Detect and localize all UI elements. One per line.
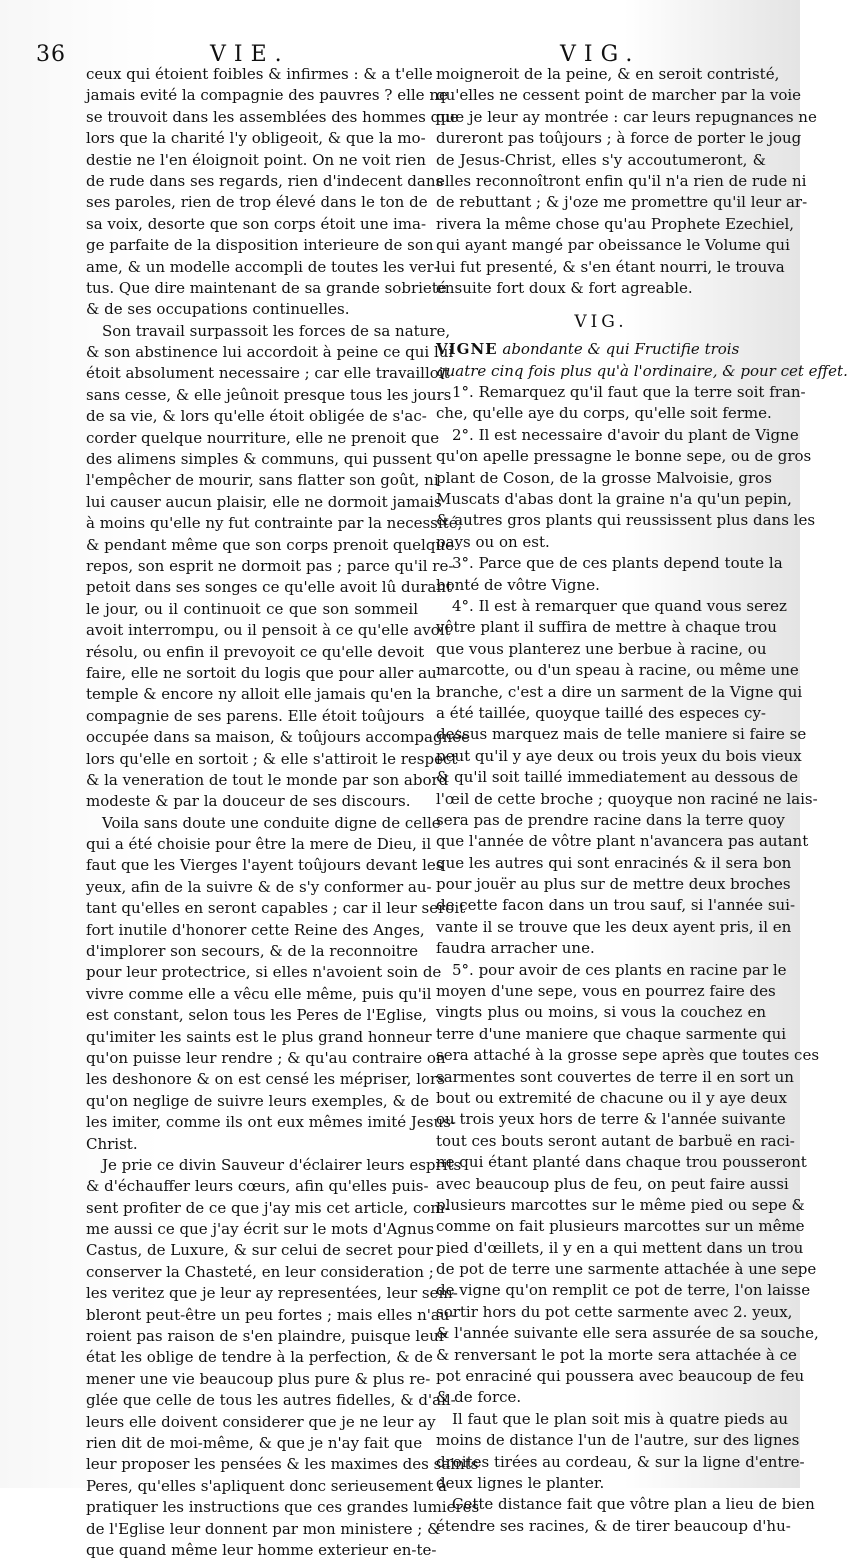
text-line: d'implorer son secours, & de la reconnoitre (86, 942, 418, 961)
text-line: temple & encore ny alloit elle jamais qu'en la (86, 685, 431, 704)
text-line: destie ne l'en éloignoit point. On ne voit rien (86, 150, 426, 169)
text-line: dessus marquez mais de telle maniere si faire se (436, 725, 807, 744)
text-line: qui ayant mangé par obeissance le Volume qui (436, 236, 790, 255)
text-line: Je prie ce divin Sauveur d'éclairer leurs esprits (102, 1155, 462, 1174)
entry-subtitle-2: quatre cinq fois plus qu'à l'ordinaire, & pour cet effet. (436, 361, 848, 380)
text-line: & l'année suivante elle sera assurée de sa souche, (436, 1324, 819, 1343)
text-line: glée que celle de tous les autres fidelles, & d'ail- (86, 1391, 456, 1410)
text-line: bonté de vôtre Vigne. (436, 575, 600, 594)
right-column-continuation (436, 64, 817, 299)
text-line: plant de Coson, de la grosse Malvoisie, gros (436, 468, 772, 487)
text-line: qui a été choisie pour être la mere de Dieu, il (86, 835, 432, 854)
text-line: & de ses occupations continuelles. (86, 300, 350, 319)
text-line: tout ces bouts seront autant de barbuë en raci- (436, 1131, 795, 1150)
text-line: lors que la charité l'y obligeoit, & que la mo- (86, 129, 426, 148)
text-line: 4°. Il est à remarquer que quand vous serez (452, 596, 787, 615)
text-line: roient pas raison de s'en plaindre, puisque leur (86, 1327, 446, 1346)
running-head-right: VIG. (560, 42, 641, 67)
text-line: pour jouër au plus sur de mettre deux broches (436, 875, 791, 894)
text-line: repos, son esprit ne dormoit pas ; parce qu'il re- (86, 556, 454, 575)
text-line: moins de distance l'un de l'autre, sur des lignes (436, 1431, 800, 1450)
text-line: ceux qui étoient foibles & infirmes : & a t'elle (86, 65, 433, 83)
text-line: a été taillée, quoyque taillé des especes cy- (436, 703, 766, 722)
text-line: état les oblige de tendre à la perfection, & de (86, 1348, 433, 1367)
text-line: qu'imiter les saints est le plus grand honneur (86, 1027, 432, 1046)
text-line: qu'elles ne cessent point de marcher par la voie (436, 86, 802, 105)
text-line: moyen d'une sepe, vous en pourrez faire des (436, 982, 776, 1001)
text-line: que quand même leur homme exterieur en-te- (86, 1540, 437, 1559)
text-line: pour leur protectrice, si elles n'avoient soin de (86, 963, 442, 982)
text-line: jamais evité la compagnie des pauvres ? elle ne (86, 86, 448, 105)
text-line: avoit interrompu, ou il pensoit à ce qu'elle avoit (86, 621, 451, 640)
text-line: terre d'une maniere que chaque sarmente qui (436, 1024, 787, 1043)
text-line: que l'année de vôtre plant n'avancera pas autant (436, 832, 809, 851)
text-line: de Jesus-Christ, elles s'y accoutumeront, & (436, 150, 766, 169)
text-line: tant qu'elles en seront capables ; car il leur seroit (86, 899, 466, 918)
text-line: petoit dans ses songes ce qu'elle avoit lû durant (86, 578, 453, 597)
text-line: fort inutile d'honorer cette Reine des Anges, (86, 920, 425, 939)
text-line: est constant, selon tous les Peres de l'Eglise, (86, 1006, 427, 1025)
text-line: marcotte, ou d'un speau à racine, ou même une (436, 661, 799, 680)
text-line: de vigne qu'on remplit ce pot de terre, l'on laisse (436, 1281, 811, 1300)
text-line: ses paroles, rien de trop élevé dans le ton de (86, 193, 428, 212)
text-line: Muscats d'abas dont la graine n'a qu'un pepin, (436, 490, 792, 509)
text-line: qu'on puisse leur rendre ; & qu'au contraire on (86, 1048, 446, 1067)
text-line: & renversant le pot la morte sera attachée à ce (436, 1345, 797, 1364)
text-line: pied d'œillets, il y en a qui mettent dans un trou (436, 1238, 804, 1257)
text-line: les veritez que je leur ay representées, leur sem- (86, 1284, 458, 1303)
text-line: que les autres qui sont enracinés & il sera bon (436, 853, 792, 872)
text-line: avec beaucoup plus de feu, on peut faire aussi (436, 1174, 789, 1193)
text-line: yeux, afin de la suivre & de s'y conformer au- (86, 877, 432, 896)
text-line: tus. Que dire maintenant de sa grande sobrieté (86, 278, 447, 297)
entry-title-continued (436, 361, 848, 382)
text-line: que je leur ay montrée : car leurs repugnances ne (436, 107, 817, 126)
text-line: conserver la Chasteté, en leur consideration ; (86, 1262, 434, 1281)
text-line: sent profiter de ce que j'ay mis cet article, com- (86, 1198, 450, 1217)
text-line: lui causer aucun plaisir, elle ne dormoit jamais (86, 492, 442, 511)
entry-subtitle-1: abondante & qui Fructifie trois (502, 340, 740, 359)
text-line: & de force. (436, 1388, 522, 1407)
text-line: 1°. Remarquez qu'il faut que la terre soit fran- (452, 383, 806, 402)
section-heading: VIG. (574, 312, 628, 333)
text-line: occupée dans sa maison, & toûjours accompagnée (86, 728, 470, 747)
text-line: dureront pas toûjours ; à force de porter le joug (436, 129, 802, 148)
text-line: vante il se trouve que les deux ayent pris, il en (436, 917, 792, 936)
text-line: ge parfaite de la disposition interieure de son (86, 236, 434, 255)
text-line: sera attaché à la grosse sepe après que toutes ces (436, 1046, 820, 1065)
running-head-left: VIE. (210, 42, 290, 67)
text-line: leur proposer les pensées & les maximes des saints (86, 1455, 479, 1474)
text-line: comme on fait plusieurs marcottes sur un même (436, 1217, 805, 1236)
text-line: de pot de terre une sarmente attachée à une sepe (436, 1260, 817, 1279)
text-line: Voila sans doute une conduite digne de celle (102, 813, 441, 832)
text-line: elles reconnoîtront enfin qu'il n'a rien de rude ni (436, 171, 807, 190)
right-column-body (436, 382, 820, 1537)
text-line: pot enraciné qui poussera avec beaucoup de feu (436, 1367, 805, 1386)
text-line: mener une vie beaucoup plus pure & plus re- (86, 1369, 431, 1388)
text-line: se trouvoit dans les assemblées des hommes que (86, 107, 459, 126)
text-line: faut que les Vierges l'ayent toûjours devant les (86, 856, 444, 875)
text-line: ame, & un modelle accompli de toutes les ver- (86, 257, 439, 276)
text-line: résolu, ou enfin il prevoyoit ce qu'elle devoit (86, 642, 425, 661)
text-line: le jour, ou il continuoit ce que son sommeil (86, 599, 418, 618)
entry-headword: VIGNE (436, 340, 498, 359)
text-line: ensuite fort doux & fort agreable. (436, 278, 693, 297)
text-line: droites tirées au cordeau, & sur la ligne d'entre- (436, 1452, 805, 1471)
text-line: & son abstinence lui accordoit à peine ce qui lui (86, 343, 454, 362)
text-line: étendre ses racines, & de tirer beaucoup d'hu- (436, 1516, 791, 1535)
text-line: ne qui étant planté dans chaque trou pousseront (436, 1153, 807, 1172)
text-line: rivera la même chose qu'au Prophete Ezechiel, (436, 214, 795, 233)
text-line: de cette facon dans un trou sauf, si l'année sui- (436, 896, 796, 915)
text-line: de sa vie, & lors qu'elle étoit obligée de s'ac- (86, 407, 427, 426)
text-line: plusieurs marcottes sur le même pied ou sepe & (436, 1195, 805, 1214)
text-line: à moins qu'elle ny fut contrainte par la necessité; (86, 514, 463, 533)
text-line: qu'on apelle pressagne le bonne sepe, ou de gros (436, 447, 812, 466)
text-line: & qu'il soit taillé immediatement au dessous de (436, 768, 799, 787)
text-line: bleront peut-être un peu fortes ; mais elles n'au- (86, 1305, 455, 1324)
text-line: de l'Eglise leur donnent par mon ministere ; & (86, 1519, 441, 1538)
text-line: che, qu'elle aye du corps, qu'elle soit ferme. (436, 404, 772, 423)
text-line: vingts plus ou moins, si vous la couchez en (436, 1003, 766, 1022)
text-line: sortir hors du pot cette sarmente avec 2. yeux, (436, 1302, 793, 1321)
text-line: lui fut presenté, & s'en étant nourri, le trouva (436, 257, 785, 276)
text-line: bout ou extremité de chacune ou il y aye deux (436, 1088, 787, 1107)
text-line: ou trois yeux hors de terre & l'année suivante (436, 1110, 786, 1129)
text-line: leurs elle doivent considerer que je ne leur ay (86, 1412, 436, 1431)
entry-title (436, 339, 766, 360)
text-line: de rebuttant ; & j'oze me promettre qu'il leur ar- (436, 193, 808, 212)
text-line: vivre comme elle a vêcu elle même, puis qu'il (86, 984, 432, 1003)
text-line: vôtre plant il suffira de mettre à chaque trou (436, 618, 777, 637)
text-line: faire, elle ne sortoit du logis que pour aller au (86, 663, 437, 682)
text-line: pratiquer les instructions que ces grandes lumieres (86, 1498, 480, 1517)
text-line: 5°. pour avoir de ces plants en racine par le (452, 960, 787, 979)
text-line: de rude dans ses regards, rien d'indecent dans (86, 171, 444, 190)
text-line: sans cesse, & elle jeûnoit presque tous les jours (86, 385, 452, 404)
text-line: Castus, de Luxure, & sur celui de secret pour (86, 1241, 433, 1260)
text-line: sarmentes sont couvertes de terre il en sort un (436, 1067, 794, 1086)
text-line: l'œil de cette broche ; quoyque non raciné ne lais- (436, 789, 818, 808)
text-line: Son travail surpassoit les forces de sa nature, (102, 321, 451, 340)
text-line: sa voix, desorte que son corps étoit une ima- (86, 214, 427, 233)
text-line: deux lignes le planter. (436, 1474, 605, 1492)
text-line: les deshonore & on est censé les mépriser, lors (86, 1070, 445, 1089)
right-column (436, 64, 848, 1537)
text-line: l'empêcher de mourir, sans flatter son goût, ni (86, 471, 439, 490)
text-line: corder quelque nourriture, elle ne prenoit que (86, 428, 440, 447)
text-line: & autres gros plants qui reussissent plus dans les (436, 511, 816, 530)
text-line: & pendant même que son corps prenoit quelque (86, 535, 454, 554)
text-line: 3°. Parce que de ces plants depend toute la (452, 554, 783, 573)
text-line: branche, c'est a dire un sarment de la Vigne qui (436, 682, 803, 701)
text-line: & la veneration de tout le monde par son abord (86, 770, 449, 789)
text-line: rien dit de moi-même, & que je n'ay fait que (86, 1434, 423, 1452)
text-line: moigneroit de la peine, & en seroit contristé, (436, 65, 780, 83)
text-line: Il faut que le plan soit mis à quatre pieds au (452, 1409, 789, 1428)
text-line: sera pas de prendre racine dans la terre quoy (436, 810, 785, 829)
text-line: qu'on neglige de suivre leurs exemples, & de (86, 1091, 430, 1110)
text-line: faudra arracher une. (436, 939, 595, 958)
text-line: les imiter, comme ils ont eux mêmes imité Jesus- (86, 1113, 456, 1132)
text-line: Peres, qu'elles s'apliquent donc serieusement à (86, 1476, 447, 1495)
text-line: que vous planterez une berbue à racine, ou (436, 639, 767, 658)
text-line: me aussi ce que j'ay écrit sur le mots d'Agnus (86, 1220, 435, 1239)
text-line: pays ou on est. (436, 532, 550, 551)
text-line: peut qu'il y aye deux ou trois yeux du bois vieux (436, 746, 802, 765)
text-line: lors qu'elle en sortoit ; & elle s'attiroit le respect (86, 749, 458, 768)
text-line: étoit absolument necessaire ; car elle travailloit (86, 364, 450, 383)
page-number: 36 (36, 42, 66, 67)
text-line: compagnie de ses parens. Elle étoit toûjours (86, 706, 425, 725)
text-line: Christ. (86, 1134, 138, 1153)
text-line: Cette distance fait que vôtre plan a lieu de bien (452, 1495, 815, 1514)
text-line: modeste & par la douceur de ses discours. (86, 792, 411, 811)
text-line: & d'échauffer leurs cœurs, afin qu'elles puis- (86, 1177, 429, 1196)
text-line: des alimens simples & communs, qui pussent (86, 450, 432, 469)
text-line: 2°. Il est necessaire d'avoir du plant de Vigne (452, 425, 799, 444)
